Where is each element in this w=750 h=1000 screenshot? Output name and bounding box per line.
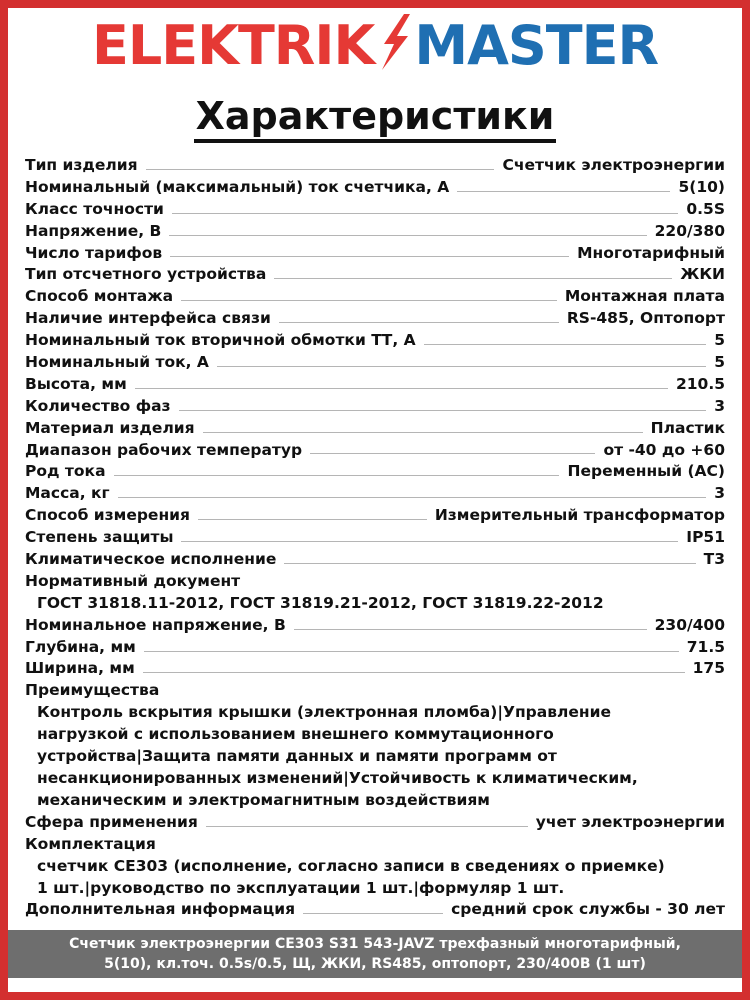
leader-line <box>144 651 679 652</box>
spec-key: Ширина, мм <box>25 659 135 678</box>
spec-value: учет электроэнергии <box>535 812 725 831</box>
spec-value: Измерительный трансформатор <box>434 506 725 525</box>
spec-row <box>25 440 725 462</box>
spec-row <box>25 243 725 265</box>
page-title: Характеристики <box>0 92 750 140</box>
spec-key: Наличие интерфейса связи <box>25 309 271 328</box>
spec-row <box>25 527 725 549</box>
spec-value: средний срок службы - 30 лет <box>451 900 725 919</box>
spec-row <box>25 155 725 177</box>
spec-row <box>25 899 725 921</box>
spec-heading-normative: Нормативный документ <box>25 571 241 590</box>
leader-line <box>146 169 495 170</box>
spec-value: от -40 до +60 <box>603 440 725 459</box>
spec-key: Высота, мм <box>25 374 127 393</box>
spec-value: RS-485, Оптопорт <box>566 309 725 328</box>
spec-row <box>25 549 725 571</box>
spec-key: Класс точности <box>25 199 164 218</box>
spec-key: Тип отсчетного устройства <box>25 265 267 284</box>
brand-logo <box>0 12 750 80</box>
leader-line <box>198 519 427 520</box>
spec-value: 71.5 <box>686 637 725 656</box>
spec-row <box>25 177 725 199</box>
spec-row <box>25 637 725 659</box>
spec-block-advantages <box>25 702 725 812</box>
spec-key: Тип изделия <box>25 155 138 174</box>
spec-key: Способ измерения <box>25 506 190 525</box>
spec-value: 0.5S <box>686 199 725 218</box>
spec-value: 5 <box>714 353 725 371</box>
leader-line <box>203 432 643 433</box>
spec-key: Количество фаз <box>25 396 171 415</box>
spec-row <box>25 461 725 483</box>
logo-text-elektrik: ELEKTRIK <box>91 14 375 77</box>
lightning-bolt-icon <box>376 14 412 70</box>
leader-line <box>170 256 569 257</box>
spec-row <box>25 374 725 396</box>
spec-key: Номинальный ток, А <box>25 353 209 371</box>
leader-line <box>114 475 560 476</box>
spec-row <box>25 352 725 374</box>
spec-row <box>25 330 725 352</box>
spec-value: 5 <box>714 331 725 350</box>
spec-key: Дополнительная информация <box>25 900 296 919</box>
leader-line <box>310 453 595 454</box>
spec-value: 220/380 <box>654 221 725 240</box>
leader-line <box>284 563 695 564</box>
spec-value: IP51 <box>686 528 725 547</box>
spec-key: Номинальный (максимальный) ток счетчика, А <box>25 177 450 196</box>
spec-key: Номинальное напряжение, В <box>25 615 286 634</box>
spec-row <box>25 264 725 286</box>
spec-value: 175 <box>692 659 725 678</box>
spec-key: Глубина, мм <box>25 637 136 656</box>
leader-line <box>424 344 707 345</box>
spec-value: 3 <box>714 396 725 415</box>
spec-row <box>25 505 725 527</box>
spec-value: 210.5 <box>675 374 725 393</box>
spec-heading-advantages: Преимущества <box>25 681 160 700</box>
spec-value: 3 <box>714 484 725 503</box>
spec-key: Климатическое исполнение <box>25 550 277 569</box>
spec-key: Диапазон рабочих температур <box>25 440 303 459</box>
spec-key: Род тока <box>25 462 106 481</box>
spec-value: 5(10) <box>678 177 725 196</box>
leader-line <box>303 913 443 914</box>
spec-row <box>25 199 725 221</box>
spec-value: Счетчик электроэнергии <box>502 155 725 174</box>
spec-key: Номинальный ток вторичной обмотки ТТ, А <box>25 331 416 350</box>
leader-line <box>169 235 646 236</box>
spec-block-line: устройства|Защита памяти данных и памяти программ от <box>37 747 557 766</box>
spec-block-kit <box>25 856 725 900</box>
spec-row <box>25 286 725 308</box>
spec-list <box>25 155 725 921</box>
spec-key: Способ монтажа <box>25 287 174 306</box>
leader-line <box>179 410 707 411</box>
spec-block-line: нагрузкой с использованием внешнего коммутационного <box>37 725 554 744</box>
leader-line <box>118 497 707 498</box>
spec-value: Пластик <box>650 418 725 437</box>
spec-value: Многотарифный <box>577 243 725 262</box>
spec-value: Переменный (AC) <box>567 462 725 481</box>
leader-line <box>294 629 647 630</box>
leader-line <box>181 541 678 542</box>
spec-row <box>25 659 725 681</box>
spec-row <box>25 615 725 637</box>
spec-block-line: механическим и электромагнитным воздействиям <box>37 790 490 809</box>
leader-line <box>206 826 528 827</box>
spec-key: Масса, кг <box>25 484 110 503</box>
leader-line <box>279 322 559 323</box>
spec-value: Монтажная плата <box>564 287 725 306</box>
footer-line: Счетчик электроэнергии CE303 S31 543-JAVZ трехфазный многотарифный, <box>69 936 681 952</box>
spec-heading-kit: Комплектация <box>25 834 156 853</box>
spec-block-normative <box>25 593 725 615</box>
leader-line <box>457 191 670 192</box>
leader-line <box>181 300 557 301</box>
logo-text-master: MASTER <box>414 14 659 77</box>
spec-value: 230/400 <box>654 615 725 634</box>
leader-line <box>274 278 672 279</box>
spec-key: Материал изделия <box>25 418 195 437</box>
spec-row <box>25 812 725 834</box>
spec-key: Напряжение, В <box>25 221 162 240</box>
spec-block-line: ГОСТ 31818.11-2012, ГОСТ 31819.21-2012, ГОСТ 31819.22-2012 <box>37 593 604 612</box>
spec-block-line: 1 шт.|руководство по эксплуатации 1 шт.|формуляр 1 шт. <box>37 878 565 897</box>
spec-block-line: несанкционированных изменений|Устойчивость к климатическим, <box>37 769 638 787</box>
spec-key: Число тарифов <box>25 243 163 262</box>
spec-row <box>25 308 725 330</box>
spec-row <box>25 483 725 505</box>
leader-line <box>143 672 685 673</box>
spec-row <box>25 418 725 440</box>
product-footer <box>8 930 742 978</box>
spec-row <box>25 221 725 243</box>
spec-key: Степень защиты <box>25 528 174 547</box>
spec-key: Сфера применения <box>25 812 198 831</box>
spec-value: Т3 <box>703 550 725 569</box>
leader-line <box>135 388 668 389</box>
spec-value: ЖКИ <box>680 265 725 284</box>
leader-line <box>172 213 678 214</box>
spec-block-line: счетчик СЕ303 (исполнение, согласно записи в сведениях о приемке) <box>37 856 665 875</box>
leader-line <box>217 366 706 367</box>
footer-line: 5(10), кл.точ. 0.5s/0.5, Щ, ЖКИ, RS485, оптопорт, 230/400В (1 шт) <box>104 956 646 972</box>
spec-block-line: Контроль вскрытия крышки (электронная пломба)|Управление <box>37 703 611 722</box>
spec-row <box>25 396 725 418</box>
